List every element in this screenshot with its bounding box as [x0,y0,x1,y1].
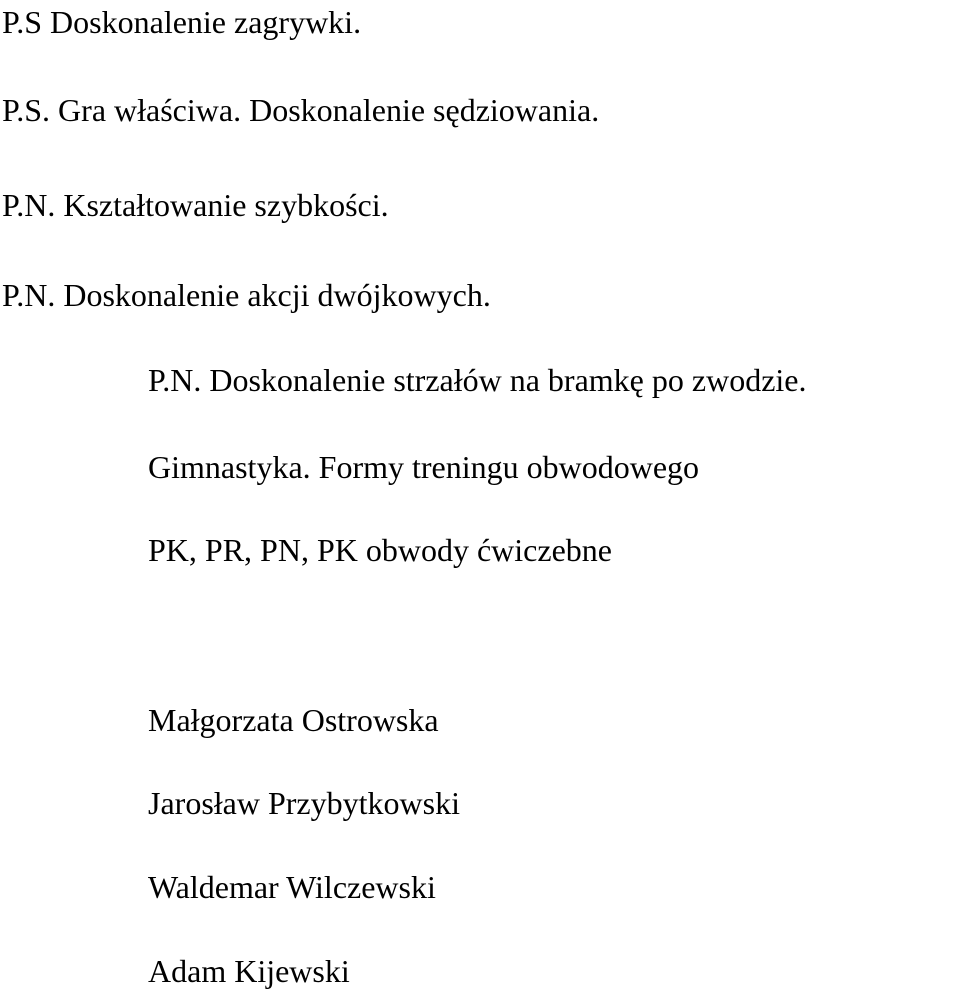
plan-line: P.N. Kształtowanie szybkości. [2,187,389,223]
plan-line-indented: P.N. Doskonalenie strzałów na bramkę po zwodzie. [148,362,807,398]
author-name: Małgorzata Ostrowska [148,702,439,738]
plan-line-indented: Gimnastyka. Formy treningu obwodowego [148,449,700,485]
author-name: Adam Kijewski [148,953,350,989]
plan-line-indented: PK, PR, PN, PK obwody ćwiczebne [148,532,612,568]
author-name: Waldemar Wilczewski [148,869,436,905]
plan-line: P.S Doskonalenie zagrywki. [2,4,362,40]
plan-line: P.N. Doskonalenie akcji dwójkowych. [2,277,491,313]
author-name: Jarosław Przybytkowski [148,785,460,821]
plan-line: P.S. Gra właściwa. Doskonalenie sędziowania. [2,92,600,128]
